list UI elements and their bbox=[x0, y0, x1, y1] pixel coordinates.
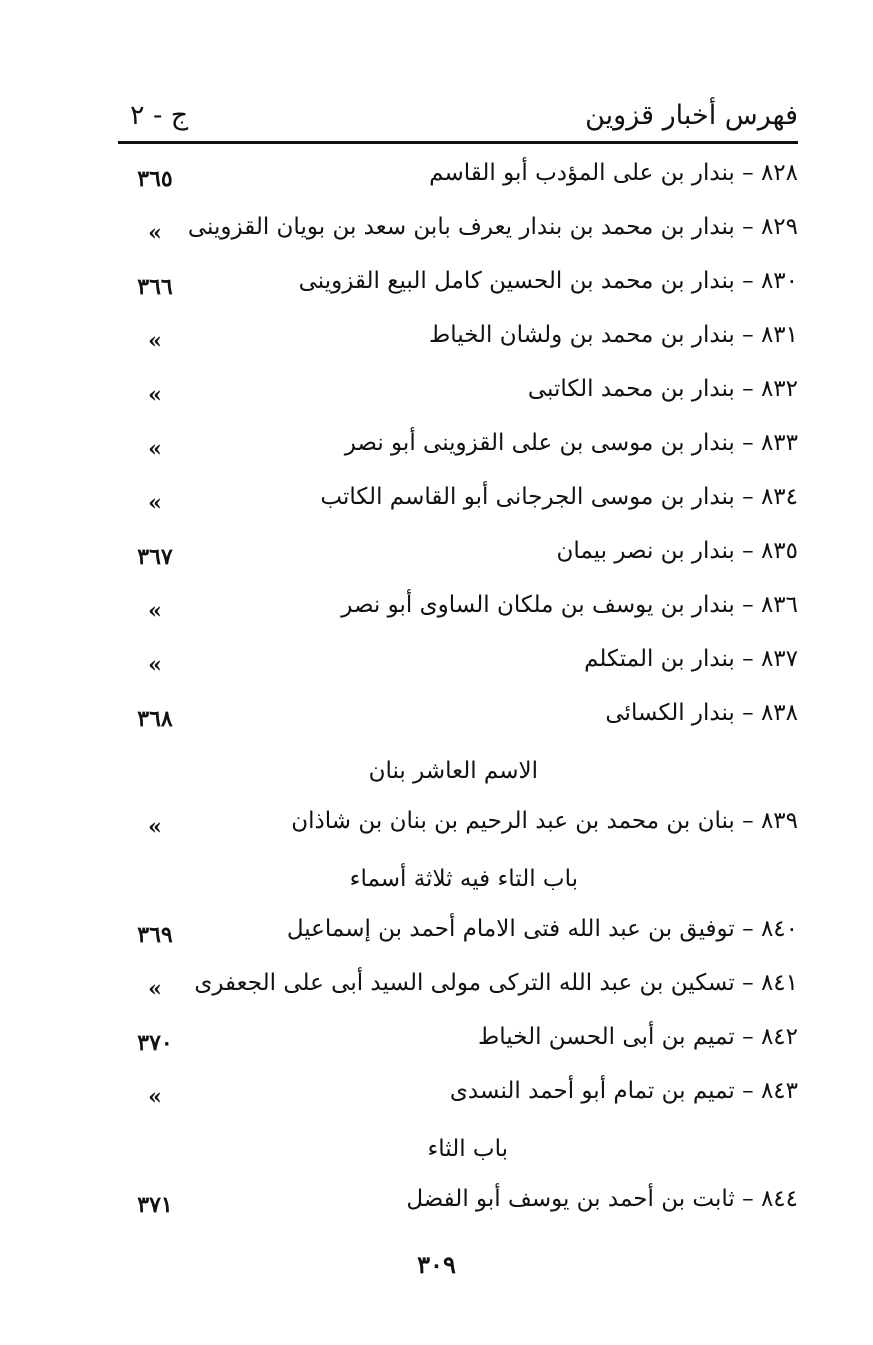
entry-page-ref: ٣٦٩ bbox=[137, 922, 173, 948]
entry-page-ref: ٣٧٠ bbox=[137, 1030, 173, 1056]
index-entry bbox=[118, 150, 798, 204]
entry-text: ٨٣٠ – بندار بن محمد بن الحسين كامل البيع القزوينى bbox=[298, 268, 798, 294]
section-heading bbox=[118, 1122, 798, 1176]
section-heading-text: باب الثاء bbox=[427, 1136, 508, 1162]
index-entry bbox=[118, 960, 798, 1014]
section-heading-text: باب التاء فيه ثلاثة أسماء bbox=[349, 866, 578, 892]
index-entry bbox=[118, 312, 798, 366]
entry-page-ref: » bbox=[148, 976, 162, 1002]
index-entry bbox=[118, 204, 798, 258]
index-entry bbox=[118, 1068, 798, 1122]
entry-page-ref: » bbox=[148, 652, 162, 678]
entry-page-ref: ٣٦٨ bbox=[137, 706, 173, 732]
entry-page-ref: » bbox=[148, 436, 162, 462]
entry-text: ٨٢٩ – بندار بن محمد بن بندار يعرف بابن سعد بن بويان القزوينى bbox=[187, 214, 798, 240]
entry-page-ref: ٣٧١ bbox=[137, 1192, 173, 1218]
section-heading bbox=[118, 852, 798, 906]
entry-page-ref: » bbox=[148, 382, 162, 408]
running-header bbox=[118, 100, 798, 140]
index-entry bbox=[118, 798, 798, 852]
entry-page-ref: » bbox=[148, 814, 162, 840]
entry-text: ٨٣٦ – بندار بن يوسف بن ملكان الساوى أبو نصر bbox=[341, 592, 798, 618]
index-list bbox=[118, 150, 798, 1230]
entry-text: ٨٤٢ – تميم بن أبى الحسن الخياط bbox=[478, 1024, 798, 1050]
entry-page-ref: » bbox=[148, 220, 162, 246]
entry-text: ٨٤١ – تسكين بن عبد الله التركى مولى السيد أبى على الجعفرى bbox=[194, 970, 798, 996]
page-title: فهرس أخبار قزوين bbox=[585, 100, 798, 131]
entry-text: ٨٤٤ – ثابت بن أحمد بن يوسف أبو الفضل bbox=[406, 1186, 798, 1212]
index-entry bbox=[118, 1014, 798, 1068]
index-entry bbox=[118, 258, 798, 312]
index-entry bbox=[118, 474, 798, 528]
index-entry bbox=[118, 906, 798, 960]
index-entry bbox=[118, 366, 798, 420]
entry-text: ٨٣٢ – بندار بن محمد الكاتبى bbox=[527, 376, 798, 402]
entry-page-ref: ٣٦٧ bbox=[137, 544, 173, 570]
entry-text: ٨٢٨ – بندار بن على المؤدب أبو القاسم bbox=[429, 160, 798, 186]
volume-label: ج - ٢ bbox=[130, 100, 189, 131]
entry-text: ٨٣٨ – بندار الكسائى bbox=[605, 700, 798, 726]
entry-text: ٨٣٣ – بندار بن موسى بن على القزوينى أبو نصر bbox=[344, 430, 798, 456]
index-entry bbox=[118, 636, 798, 690]
index-entry bbox=[118, 1176, 798, 1230]
entry-text: ٨٤٣ – تميم بن تمام أبو أحمد النسدى bbox=[449, 1078, 798, 1104]
index-entry bbox=[118, 690, 798, 744]
index-entry bbox=[118, 420, 798, 474]
header-rule bbox=[118, 141, 798, 144]
entry-page-ref: » bbox=[148, 490, 162, 516]
entry-page-ref: » bbox=[148, 1084, 162, 1110]
entry-text: ٨٤٠ – توفيق بن عبد الله فتى الامام أحمد بن إسماعيل bbox=[286, 916, 798, 942]
entry-page-ref: » bbox=[148, 598, 162, 624]
index-entry bbox=[118, 528, 798, 582]
entry-page-ref: ٣٦٦ bbox=[137, 274, 173, 300]
section-heading-text: الاسم العاشر بنان bbox=[368, 758, 538, 784]
entry-text: ٨٣١ – بندار بن محمد بن ولشان الخياط bbox=[428, 322, 798, 348]
page-number: ٣٠٩ bbox=[417, 1250, 456, 1279]
entry-page-ref: ٣٦٥ bbox=[137, 166, 173, 192]
entry-page-ref: » bbox=[148, 328, 162, 354]
entry-text: ٨٣٩ – بنان بن محمد بن عبد الرحيم بن بنان بن شاذان bbox=[291, 808, 798, 834]
entry-text: ٨٣٤ – بندار بن موسى الجرجانى أبو القاسم الكاتب bbox=[320, 484, 798, 510]
section-heading bbox=[118, 744, 798, 798]
entry-text: ٨٣٥ – بندار بن نصر بيمان bbox=[556, 538, 798, 564]
index-entry bbox=[118, 582, 798, 636]
entry-text: ٨٣٧ – بندار بن المتكلم bbox=[584, 646, 798, 672]
